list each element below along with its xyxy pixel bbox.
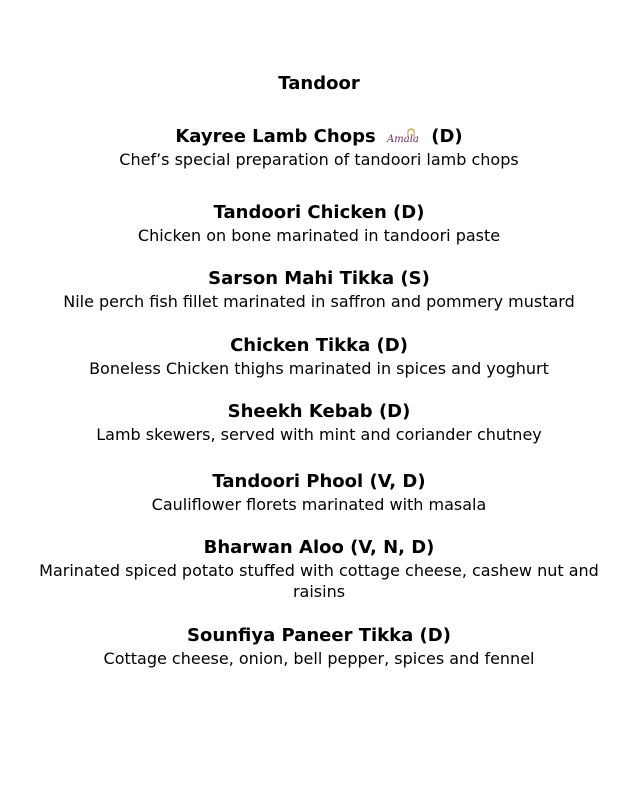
menu-item: [0, 335, 638, 379]
item-dietary-tag: (D): [376, 335, 408, 356]
menu-item-description: Marinated spiced potato stuffed with cottage cheese, cashew nut and raisins: [39, 561, 599, 601]
menu-item-description: Chicken on bone marinated in tandoori paste: [137, 226, 501, 245]
menu-item-name: [0, 202, 638, 224]
menu-item: [0, 401, 638, 445]
menu-item-description: Chef’s special preparation of tandoori lamb chops: [119, 150, 519, 169]
menu-item-description: Cottage cheese, onion, bell pepper, spices and fennel: [103, 649, 535, 668]
menu-item-name: [0, 126, 638, 148]
item-dietary-tag: (V, N, D): [350, 537, 435, 558]
menu-item: [0, 471, 638, 515]
item-name-text: Sarson Mahi Tikka: [208, 268, 395, 289]
item-name-text: Kayree Lamb Chops: [175, 126, 376, 147]
item-name-text: Bharwan Aloo: [203, 537, 344, 558]
item-dietary-tag: (D): [431, 126, 463, 147]
menu-item-name: [0, 471, 638, 493]
item-name-text: Chicken Tikka: [230, 335, 371, 356]
item-dietary-tag: (D): [378, 401, 411, 422]
logo-text: Amala: [387, 134, 419, 145]
menu-item: [0, 268, 638, 312]
section-title: Tandoor: [278, 73, 360, 94]
menu-item-name: [0, 537, 638, 559]
menu-item-description: Nile perch fish fillet marinated in saffron and pommery mustard: [63, 292, 575, 311]
menu-item-description: Cauliflower florets marinated with masala: [151, 495, 487, 514]
item-name-text: Tandoori Phool: [212, 471, 364, 492]
item-dietary-tag: (D): [419, 625, 451, 646]
menu-item-name: [0, 625, 638, 647]
menu-item-description: Boneless Chicken thighs marinated in spices and yoghurt: [89, 359, 549, 378]
menu-item-name: [0, 335, 638, 357]
item-name-text: Sheekh Kebab: [227, 401, 373, 422]
item-name-text: Sounfiya Paneer Tikka: [187, 625, 414, 646]
menu-item-name: [0, 268, 638, 290]
menu-item: [0, 202, 638, 246]
menu-item: [0, 126, 638, 170]
menu-item-description: Lamb skewers, served with mint and coriander chutney: [96, 425, 542, 444]
amala-logo: [384, 126, 422, 148]
item-dietary-tag: (D): [393, 202, 425, 223]
item-dietary-tag: (S): [400, 268, 430, 289]
menu-item: [0, 625, 638, 669]
item-dietary-tag: (V, D): [369, 471, 426, 492]
item-name-text: Tandoori Chicken: [213, 202, 387, 223]
menu-item-name: [0, 401, 638, 423]
menu-item: [0, 537, 638, 602]
